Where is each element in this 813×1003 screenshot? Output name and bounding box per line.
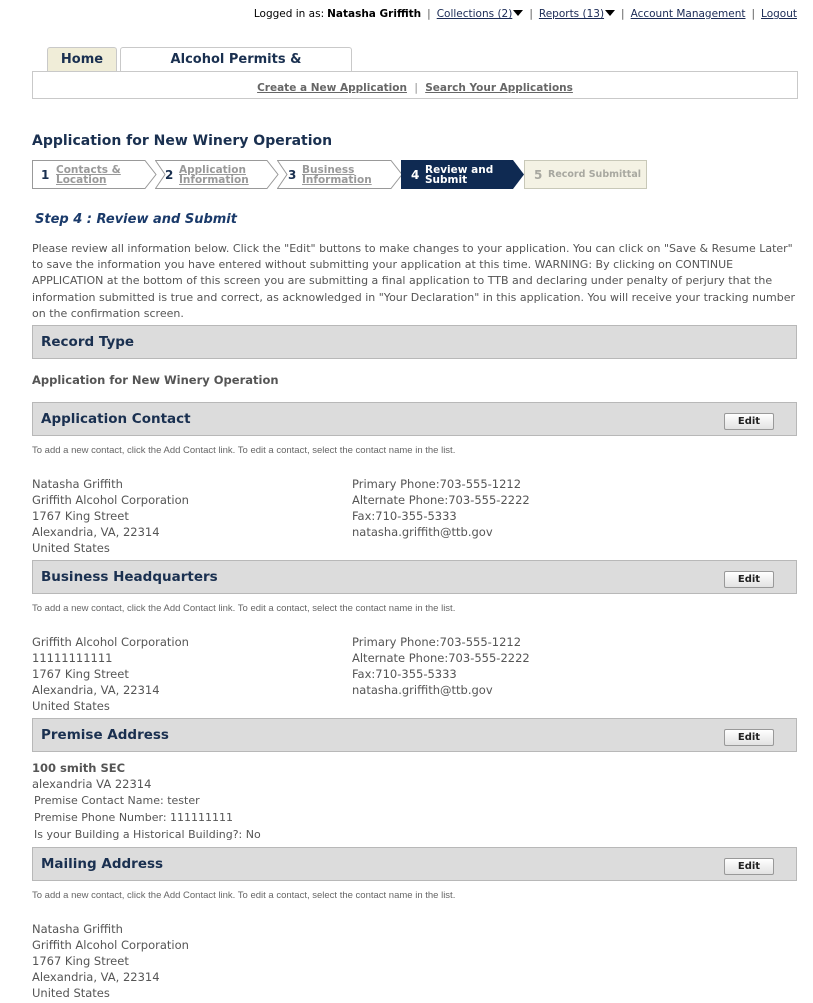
step-label[interactable]: Business Information	[302, 164, 372, 186]
contact-name: Natasha Griffith	[32, 922, 123, 936]
business-headquarters-section-header	[32, 560, 797, 594]
step-5-record-submittal	[524, 160, 647, 189]
edit-button[interactable]: Edit	[724, 729, 774, 746]
user-name: Natasha Griffith	[327, 8, 422, 20]
section-title: Business Headquarters	[41, 569, 218, 585]
country: United States	[32, 541, 110, 555]
business-hq-phones	[352, 634, 530, 698]
country: United States	[32, 699, 110, 713]
step-label: Review and Submit	[425, 164, 494, 186]
contact-instructions: To add a new contact, click the Add Contact link. To edit a contact, select the contact name in the list.	[32, 890, 456, 901]
step-2-application-information[interactable]	[155, 160, 280, 189]
country: United States	[32, 986, 110, 1000]
edit-button[interactable]: Edit	[724, 571, 774, 588]
section-title: Mailing Address	[41, 856, 164, 872]
company-name: Griffith Alcohol Corporation	[32, 635, 189, 649]
premise-city: alexandria VA 22314	[32, 777, 152, 791]
street: 1767 King Street	[32, 667, 129, 681]
premise-extra-details	[34, 792, 261, 843]
city-state-zip: Alexandria, VA, 22314	[32, 525, 160, 539]
application-contact-address	[32, 476, 189, 556]
company-name: Griffith Alcohol Corporation	[32, 493, 189, 507]
edit-button[interactable]: Edit	[724, 413, 774, 430]
separator: |	[529, 8, 533, 20]
step-4-review-submit	[401, 160, 525, 189]
step-number: 1	[41, 168, 50, 182]
step-1-contacts-location[interactable]	[32, 160, 157, 189]
page-title: Application for New Winery Operation	[32, 133, 333, 149]
edit-button[interactable]: Edit	[724, 858, 774, 875]
application-contact-section-header	[32, 402, 797, 436]
collections-link[interactable]: Collections (2)	[436, 8, 513, 20]
contact-instructions: To add a new contact, click the Add Contact link. To edit a contact, select the contact name in the list.	[32, 603, 456, 614]
premise-contact-name: Premise Contact Name: tester	[34, 794, 200, 807]
account-management-link[interactable]: Account Management	[630, 8, 746, 20]
step-label: Record Submittal	[548, 169, 642, 180]
sub-navigation	[32, 71, 798, 99]
city-state-zip: Alexandria, VA, 22314	[32, 683, 160, 697]
search-applications-link[interactable]: Search Your Applications	[425, 82, 573, 94]
mailing-address-details	[32, 921, 189, 1001]
fax: Fax:710-355-5333	[352, 667, 457, 681]
step-number: 2	[165, 168, 174, 182]
section-title: Application Contact	[41, 411, 191, 427]
premise-phone: Premise Phone Number: 111111111	[34, 811, 234, 824]
business-hq-address	[32, 634, 189, 714]
street: 1767 King Street	[32, 954, 129, 968]
premise-street: 100 smith SEC	[32, 761, 126, 775]
separator: |	[414, 82, 418, 94]
logout-link[interactable]: Logout	[761, 8, 797, 20]
section-title: Premise Address	[41, 727, 169, 743]
primary-phone: Primary Phone:703-555-1212	[352, 477, 522, 491]
ein: 11111111111	[32, 651, 113, 665]
separator: |	[621, 8, 625, 20]
record-type-section-header	[32, 325, 797, 359]
step-label[interactable]: Application Information	[179, 164, 249, 186]
historical-building: Is your Building a Historical Building?: No	[34, 828, 261, 841]
premise-address-details	[32, 760, 151, 792]
alternate-phone: Alternate Phone:703-555-2222	[352, 493, 530, 507]
chevron-down-icon[interactable]	[513, 10, 523, 16]
street: 1767 King Street	[32, 509, 129, 523]
reports-link[interactable]: Reports (13)	[538, 8, 605, 20]
tab-alcohol-permits[interactable]: Alcohol Permits &	[120, 47, 352, 73]
tab-home[interactable]: Home	[47, 47, 117, 72]
mailing-address-section-header	[32, 847, 797, 881]
chevron-down-icon[interactable]	[605, 10, 615, 16]
alternate-phone: Alternate Phone:703-555-2222	[352, 651, 530, 665]
step-number: 5	[534, 168, 543, 182]
email: natasha.griffith@ttb.gov	[352, 525, 493, 539]
step-heading: Step 4 : Review and Submit	[35, 212, 237, 227]
primary-phone: Primary Phone:703-555-1212	[352, 635, 522, 649]
application-contact-phones	[352, 476, 530, 540]
step-number: 4	[411, 168, 420, 182]
company-name: Griffith Alcohol Corporation	[32, 938, 189, 952]
step-3-business-information[interactable]	[277, 160, 404, 189]
separator: |	[427, 8, 431, 20]
create-application-link[interactable]: Create a New Application	[257, 82, 407, 94]
instructions-text: Please review all information below. Click the "Edit" buttons to make changes to your application. You can click on "Save & Resume Later" to save the information you have entered without submitting your application at this time. WARNING: By clicking on CONTINUE APPLICATION at the bottom of this screen you are submitting a final application to TTB and declaring under penalty of perjury that the information submitted is true and correct, as acknowledged in "Your Declaration" in this application. You will receive your tracking number on the confirmation screen.	[32, 242, 796, 320]
top-utility-bar	[254, 8, 797, 20]
logged-in-label: Logged in as:	[253, 8, 325, 20]
step-label[interactable]: Contacts & Location	[56, 164, 121, 186]
fax: Fax:710-355-5333	[352, 509, 457, 523]
separator: |	[751, 8, 756, 20]
record-type-value: Application for New Winery Operation	[32, 373, 279, 387]
email: natasha.griffith@ttb.gov	[352, 683, 493, 697]
city-state-zip: Alexandria, VA, 22314	[32, 970, 160, 984]
contact-name: Natasha Griffith	[32, 477, 123, 491]
contact-instructions: To add a new contact, click the Add Contact link. To edit a contact, select the contact name in the list.	[32, 445, 456, 456]
step-number: 3	[288, 168, 297, 182]
premise-address-section-header	[32, 718, 797, 752]
section-title: Record Type	[41, 334, 135, 350]
